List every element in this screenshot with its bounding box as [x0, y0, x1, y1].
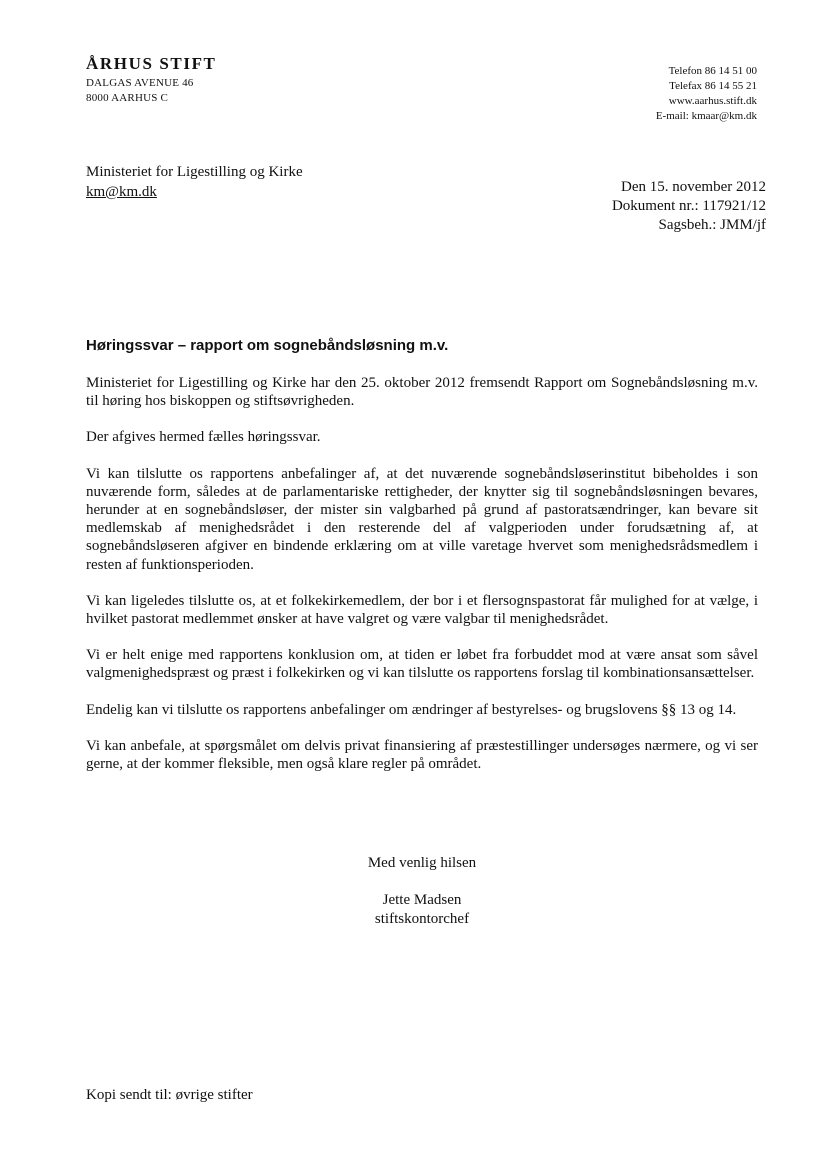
organization-name: ÅRHUS STIFT	[86, 54, 217, 73]
recipient-block	[86, 162, 303, 202]
website-link[interactable]: www.aarhus.stift.dk	[668, 95, 757, 107]
address-street: DALGAS AVENUE 46	[86, 77, 194, 89]
letter-date: Den 15. november 2012	[621, 179, 766, 195]
address-city: 8000 AARHUS C	[86, 92, 169, 104]
organization-address	[86, 76, 194, 106]
document-number: Dokument nr.: 117921/12	[611, 198, 766, 214]
contact-block	[656, 64, 757, 124]
body-paragraph: Der afgives hermed fælles høringssvar.	[86, 429, 321, 446]
letter-body	[86, 374, 758, 791]
body-paragraph: Vi er helt enige med rapportens konklusion om, at tiden er løbet fra forbuddet mod at være ansat som såvel valgmenighedspræst og præst i folkekirken og vi kan tilslutte os rapportens forslag til kombinationsansættelser.	[86, 647, 758, 682]
signer-name: Jette Madsen	[382, 892, 462, 908]
signature-block	[86, 854, 758, 929]
closing-greeting: Med venlig hilsen	[367, 855, 477, 871]
recipient-name: Ministeriet for Ligestilling og Kirke	[86, 164, 303, 180]
signer-title: stiftskontorchef	[374, 911, 470, 927]
fax-number: Telefax 86 14 55 21	[669, 80, 757, 92]
document-meta	[612, 178, 766, 235]
body-paragraph: Vi kan tilslutte os rapportens anbefalinger af, at det nuværende sognebåndsløserinstitut bibeholdes i son nuværende form, således at de parlamentariske rettigheder, der knytter sig til sognebåndsløsningen bevares, herunder at en sognebåndsløser, der mister sin valgbarhed på grund af pastoratsændringer, kan bevare sit medlemskab af menighedsrådet i den resterende del af valgperioden under forudsætning af, at sognebåndsløseren afgiver en bindende erklæring om at ville varetage hvervet som menighedsrådsmedlem i resten af funktionsperioden.	[86, 465, 758, 573]
email-address[interactable]: E-mail: kmaar@km.dk	[655, 110, 757, 122]
copy-recipients-note: Kopi sendt til: øvrige stifter	[86, 1087, 253, 1103]
body-paragraph: Ministeriet for Ligestilling og Kirke har den 25. oktober 2012 fremsendt Rapport om Sognebåndsløsning m.v. til høring hos biskoppen og stiftsøvrigheden.	[86, 375, 758, 410]
case-officer: Sagsbeh.: JMM/jf	[658, 217, 766, 233]
body-paragraph: Vi kan anbefale, at spørgsmålet om delvis privat finansiering af præstestillinger undersøges nærmere, og vi ser gerne, at der kommer fleksible, men også klare regler på området.	[86, 737, 758, 773]
phone-number: Telefon 86 14 51 00	[668, 65, 757, 77]
recipient-email-link[interactable]: km@km.dk	[86, 184, 157, 200]
body-paragraph: Vi kan ligeledes tilslutte os, at et folkekirkemedlem, der bor i et flersognspastorat får mulighed for at vælge, i hvilket pastorat medlemmet ønsker at have valgret og være valgbar til menighedsrådet.	[86, 592, 758, 628]
body-paragraph: Endelig kan vi tilslutte os rapportens anbefalinger om ændringer af bestyrelses- og brugslovens §§ 13 og 14.	[86, 701, 737, 718]
subject-heading: Høringssvar – rapport om sognebåndsløsning m.v.	[86, 337, 449, 354]
